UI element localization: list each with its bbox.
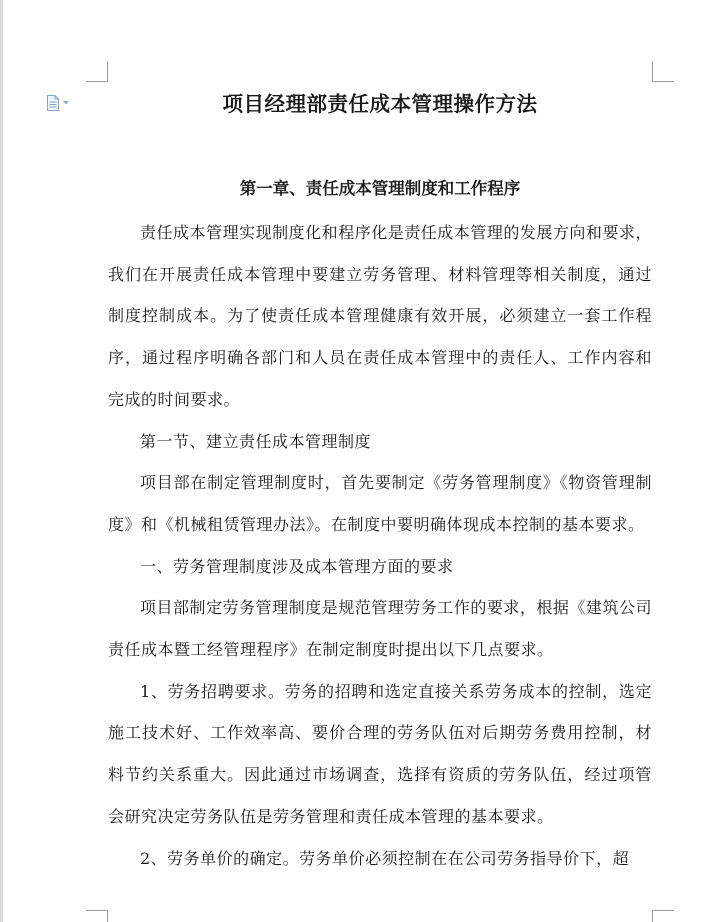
crop-mark-bottom-right-vertical [652, 910, 653, 922]
page-left-border [0, 0, 3, 922]
subsection-heading: 一、劳务管理制度涉及成本管理方面的要求 [140, 556, 454, 576]
crop-mark-bottom-right [652, 910, 674, 911]
crop-mark-bottom-left [86, 910, 108, 911]
crop-mark-top-left [86, 81, 108, 82]
crop-mark-bottom-left-vertical [107, 910, 108, 922]
paragraph-section-intro: 项目部在制定管理制度时，首先要制定《劳务管理制度》《物资管理制度》和《机械租赁管理办法》。在制度中要明确体现成本控制的基本要求。 [108, 473, 652, 534]
chapter-title: 第一章、责任成本管理制度和工作程序 [239, 179, 521, 198]
paragraph-item-2: 2、劳务单价的确定。劳务单价必须控制在在公司劳务指导价下，超 [140, 848, 630, 868]
crop-mark-top-right-vertical [652, 61, 653, 82]
crop-mark-top-right [652, 81, 674, 82]
document-body [108, 212, 652, 879]
paragraph-intro: 责任成本管理实现制度化和程序化是责任成本管理的发展方向和要求，我们在开展责任成本管理中要建立劳务管理、材料管理等相关制度，通过制度控制成本。为了使责任成本管理健康有效开展，必须建立一套工作程序，通过程序明确各部门和人员在责任成本管理中的责任人、工作内容和完成的时间要求。 [108, 223, 652, 409]
section-heading: 第一节、建立责任成本管理制度 [140, 431, 372, 451]
document-title: 项目经理部责任成本管理操作方法 [222, 92, 538, 116]
crop-mark-top-left-vertical [107, 61, 108, 82]
document-icon [46, 95, 60, 111]
paragraph-subsection-intro: 项目部制定劳务管理制度是规范管理劳务工作的要求，根据《建筑公司责任成本暨工经管理程序》在制定制度时提出以下几点要求。 [108, 598, 652, 660]
navigation-pane-button[interactable] [46, 94, 76, 112]
paragraph-item-1: 1、劳务招聘要求。劳务的招聘和选定直接关系劳务成本的控制，选定施工技术好、工作效率高、要价合理的劳务队伍对后期劳务费用控制，材料节约关系重大。因此通过市场调查，选择有资质的劳务队伍，经过项管会研究决定劳务队伍是劳务管理和责任成本管理的基本要求。 [108, 681, 652, 826]
document-content[interactable] [108, 86, 652, 868]
chevron-down-icon [63, 101, 69, 105]
